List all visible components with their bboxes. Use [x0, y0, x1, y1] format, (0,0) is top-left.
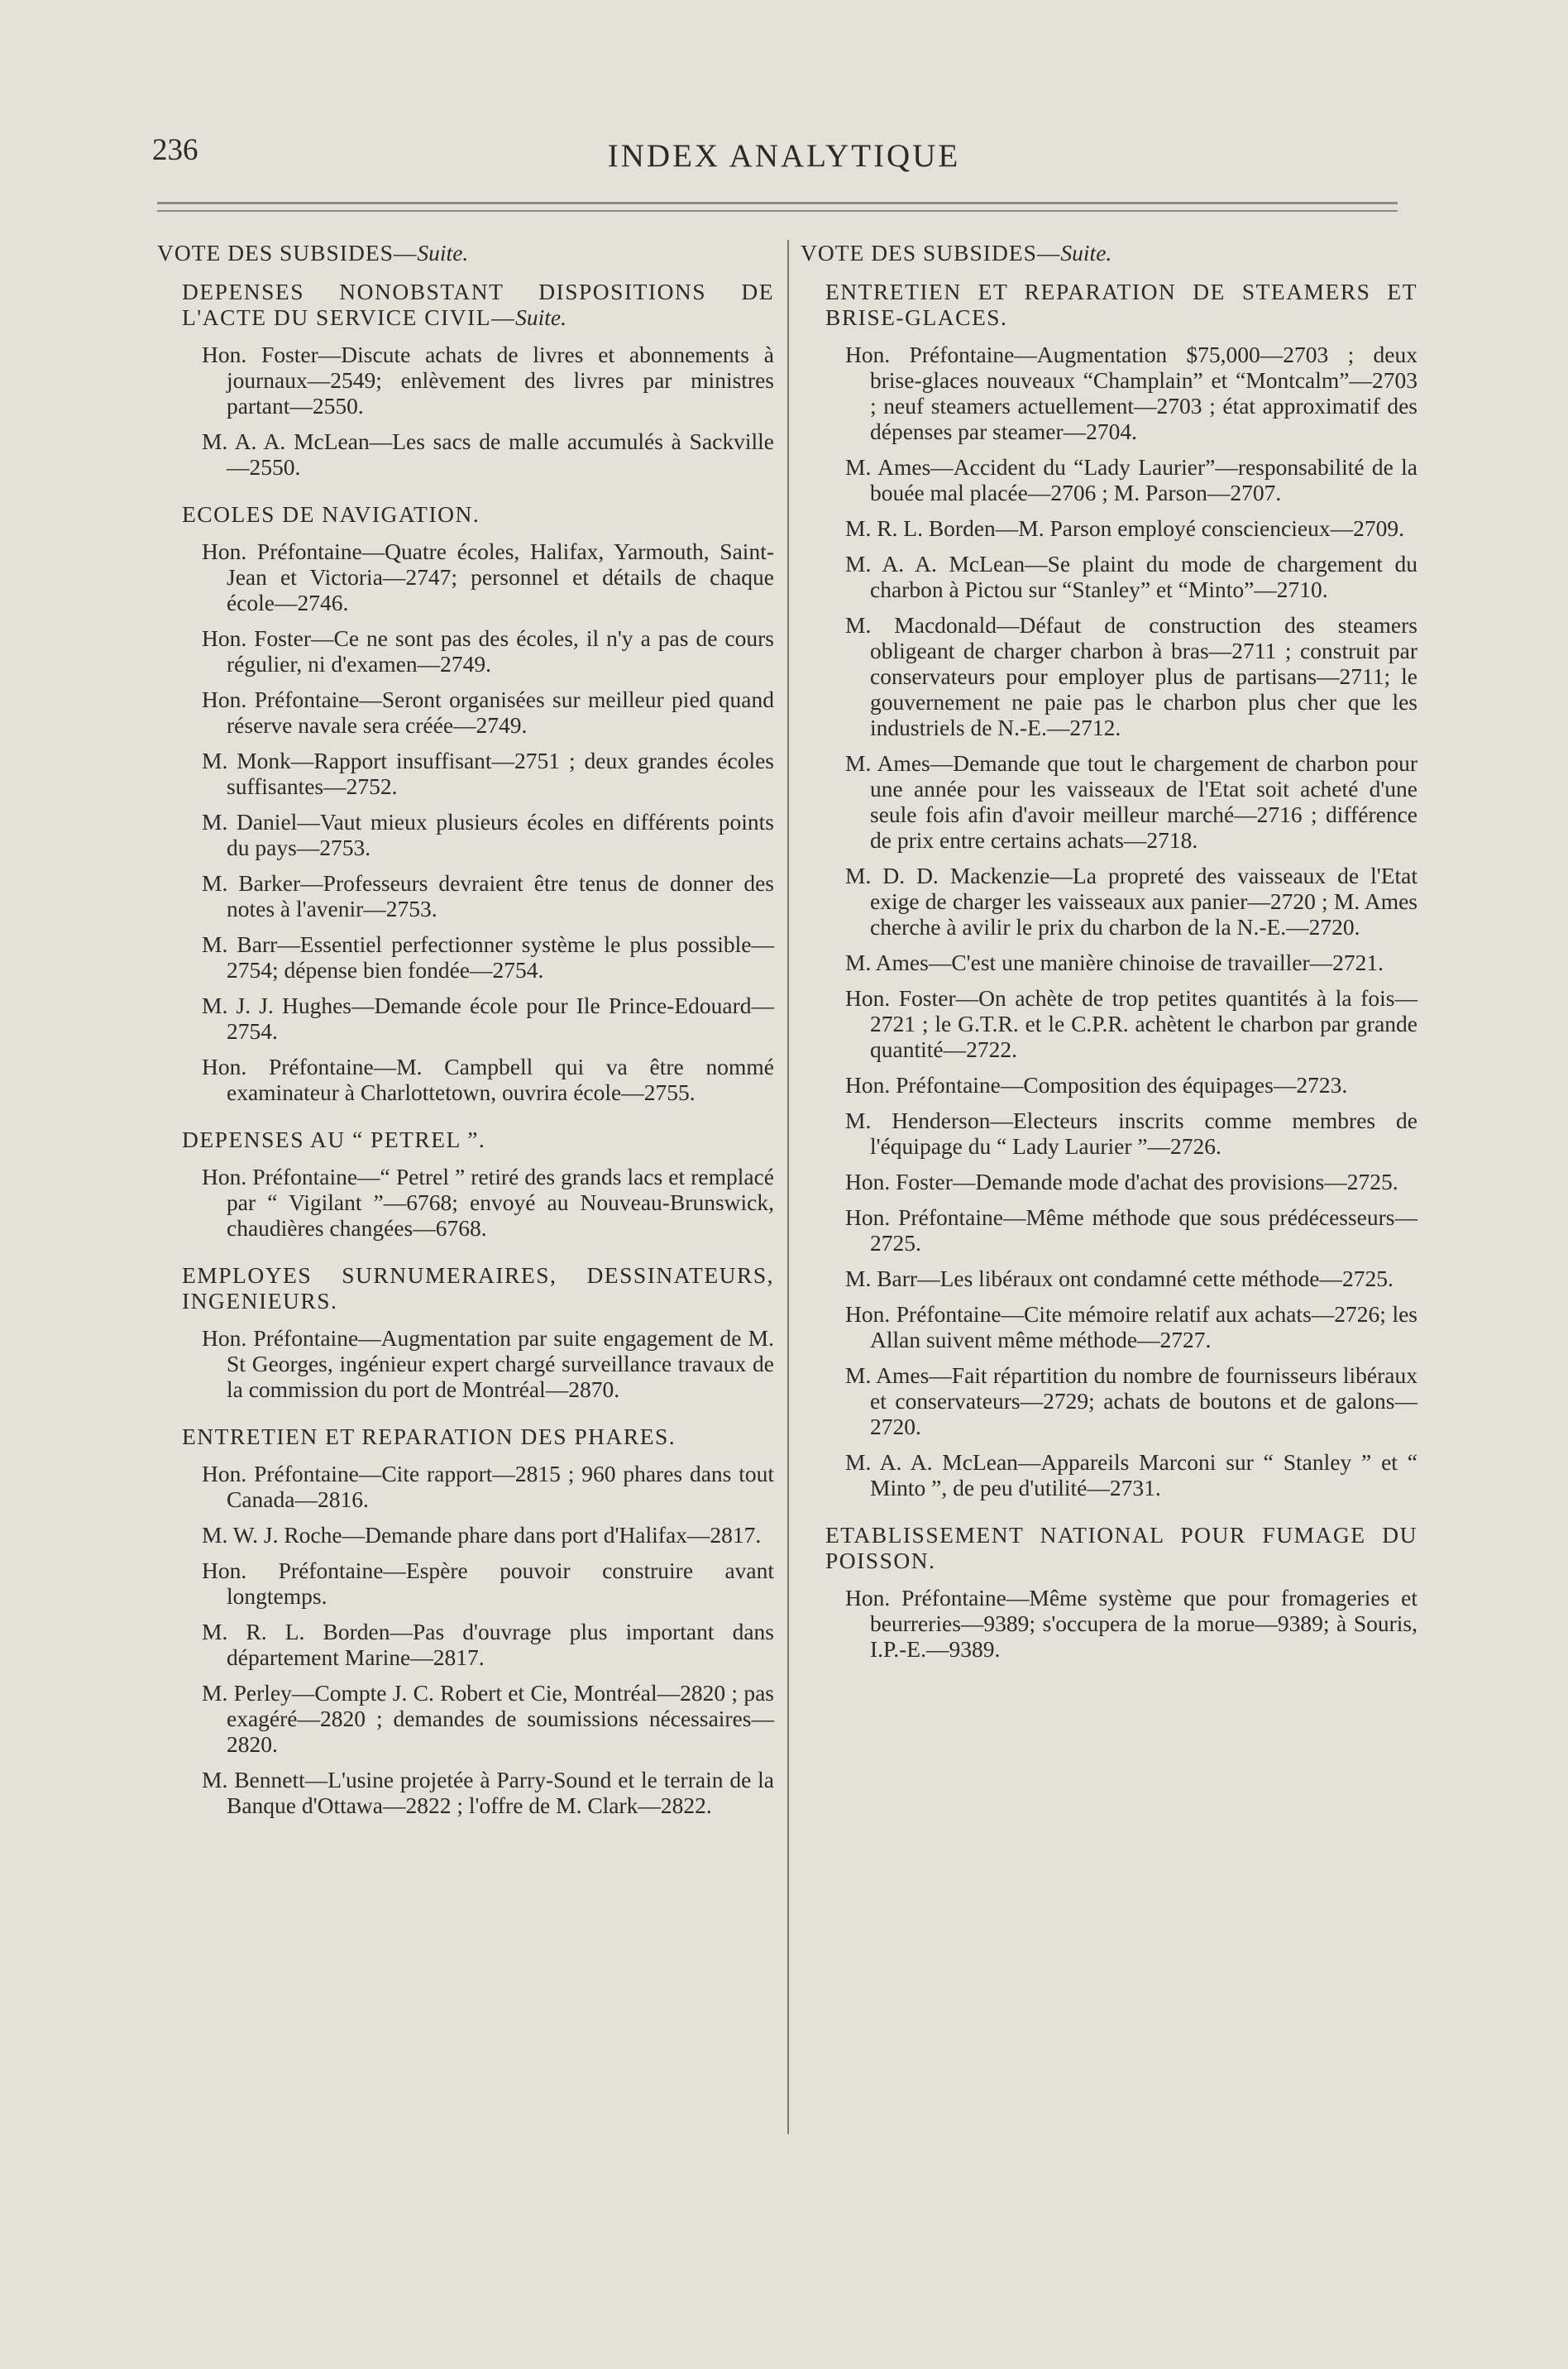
index-entry: M. Ames—Demande que tout le chargement de charbon pour une année pour les vaisseaux de l'Etat soit acheté d'une seule fois afin d'avoir meilleur marché—2716 ; différence de prix entre certains achats—2718.: [845, 750, 1417, 853]
index-entry: M. Ames—Fait répartition du nombre de fournisseurs libéraux et conservateurs—2729; achats de boutons et de galons—2720.: [845, 1362, 1417, 1439]
header-rule-thin: [157, 210, 1398, 212]
index-section: [155, 1127, 774, 1241]
index-entry: Hon. Préfontaine—“ Petrel ” retiré des grands lacs et remplacé par “ Vigilant ”—6768; envoyé au Nouveau-Brunswick, chaudières changées—6768.: [202, 1164, 774, 1241]
index-entry: Hon. Foster—Ce ne sont pas des écoles, il n'y a pas de cours régulier, ni d'examen—2749.: [202, 625, 774, 677]
index-section: [155, 1262, 774, 1402]
index-entry: M. W. J. Roche—Demande phare dans port d'Halifax—2817.: [202, 1522, 762, 1548]
section-title-text: DEPENSES AU “ PETREL ”.: [182, 1127, 486, 1152]
index-entry: Hon. Préfontaine—Cite mémoire relatif aux achats—2726; les Allan suivent même méthode—2727.: [845, 1301, 1417, 1352]
left-column: [155, 240, 774, 1840]
index-entry: M. D. D. Mackenzie—La propreté des vaisseaux de l'Etat exige de charger les vaisseaux aux panier—2720 ; M. Ames cherche à avilir le prix du charbon de la N.-E.—2720.: [845, 863, 1417, 940]
index-entry: Hon. Préfontaine—Composition des équipages—2723.: [845, 1072, 1348, 1098]
index-entry: Hon. Préfontaine—Seront organisées sur meilleur pied quand réserve navale sera créée—2749.: [202, 687, 774, 738]
index-entry: M. Ames—Accident du “Lady Laurier”—responsabilité de la bouée mal placée—2706 ; M. Parson—2707.: [845, 454, 1417, 505]
column-heading-text: VOTE DES SUBSIDES—: [801, 240, 1061, 266]
index-entry: Hon. Foster—Discute achats de livres et abonnements à journaux—2549; enlèvement des livres par ministres partant—2550.: [202, 342, 774, 419]
index-entry: Hon. Préfontaine—Augmentation par suite engagement de M. St Georges, ingénieur expert chargé surveillance travaux de la commission du port de Montréal—2870.: [202, 1325, 774, 1402]
index-entry: M. Monk—Rapport insuffisant—2751 ; deux grandes écoles suffisantes—2752.: [202, 748, 774, 799]
index-section: [155, 1424, 774, 1818]
index-entry: M. Daniel—Vaut mieux plusieurs écoles en différents points du pays—2753.: [202, 809, 774, 860]
column-heading: [157, 240, 774, 266]
index-entry: Hon. Foster—On achète de trop petites quantités à la fois—2721 ; le G.T.R. et le C.P.R. achètent le charbon par grande quantité—2722.: [845, 985, 1417, 1062]
index-entry: M. R. L. Borden—Pas d'ouvrage plus important dans département Marine—2817.: [202, 1619, 774, 1670]
index-entry: M. Bennett—L'usine projetée à Parry-Sound et le terrain de la Banque d'Ottawa—2822 ; l'offre de M. Clark—2822.: [202, 1767, 774, 1818]
index-section: [155, 501, 774, 1105]
section-title: [182, 501, 774, 527]
right-column: [799, 240, 1417, 1683]
section-title-text: ECOLES DE NAVIGATION.: [182, 501, 480, 527]
index-entry: M. A. A. McLean—Les sacs de malle accumulés à Sackville—2550.: [202, 428, 774, 480]
section-title: [182, 279, 774, 330]
index-entry: M. Perley—Compte J. C. Robert et Cie, Montréal—2820 ; pas exagéré—2820 ; demandes de soumissions nécessaires—2820.: [202, 1680, 774, 1757]
index-entry: Hon. Préfontaine—Cite rapport—2815 ; 960 phares dans tout Canada—2816.: [202, 1461, 774, 1512]
column-heading-cont: Suite.: [417, 240, 469, 266]
index-entry: M. A. A. McLean—Appareils Marconi sur “ Stanley ” et “ Minto ”, de peu d'utilité—2731.: [845, 1449, 1417, 1500]
section-title: [825, 279, 1417, 330]
index-entry: M. Barr—Les libéraux ont condamné cette méthode—2725.: [845, 1266, 1394, 1291]
section-title-text: ENTRETIEN ET REPARATION DES PHARES.: [182, 1424, 676, 1449]
section-title-text: ETABLISSEMENT NATIONAL POUR FUMAGE DU POISSON.: [825, 1522, 1417, 1573]
index-entry: Hon. Préfontaine—Espère pouvoir construire avant longtemps.: [202, 1558, 774, 1609]
section-title-text: ENTRETIEN ET REPARATION DE STEAMERS ET BRISE-GLACES.: [825, 279, 1417, 330]
index-section: [799, 1522, 1417, 1662]
index-entry: Hon. Préfontaine—Même système que pour fromageries et beurreries—9389; s'occupera de la morue—9389; à Souris, I.P.-E.—9389.: [845, 1585, 1417, 1662]
index-entry: Hon. Préfontaine—Quatre écoles, Halifax, Yarmouth, Saint-Jean et Victoria—2747; personnel et détails de chaque école—2746.: [202, 538, 774, 615]
index-entry: Hon. Préfontaine—Même méthode que sous prédécesseurs—2725.: [845, 1204, 1417, 1256]
index-entry: M. Barker—Professeurs devraient être tenus de donner des notes à l'avenir—2753.: [202, 870, 774, 921]
index-entry: Hon. Préfontaine—Augmentation $75,000—2703 ; deux brise-glaces nouveaux “Champlain” et “Montcalm”—2703 ; neuf steamers actuellement—2703 ; état approximatif des dépenses par steamer—2704.: [845, 342, 1417, 444]
section-title-cont: Suite.: [515, 304, 566, 330]
column-divider: [787, 240, 789, 2134]
index-entry: M. A. A. McLean—Se plaint du mode de chargement du charbon à Pictou sur “Stanley” et “Minto”—2710.: [845, 551, 1417, 602]
section-title-text: EMPLOYES SURNUMERAIRES, DESSINATEURS, INGENIEURS.: [182, 1262, 774, 1314]
index-entry: M. Ames—C'est une manière chinoise de travailler—2721.: [845, 950, 1384, 975]
section-title: [182, 1262, 774, 1314]
index-entry: Hon. Préfontaine—M. Campbell qui va être nommé examinateur à Charlottetown, ouvrira école—2755.: [202, 1054, 774, 1105]
index-entry: M. Henderson—Electeurs inscrits comme membres de l'équipage du “ Lady Laurier ”—2726.: [845, 1108, 1417, 1159]
section-title: [182, 1127, 774, 1152]
index-entry: M. J. J. Hughes—Demande école pour Ile Prince-Edouard—2754.: [202, 993, 774, 1044]
header-rule: [157, 202, 1398, 204]
index-entry: Hon. Foster—Demande mode d'achat des provisions—2725.: [845, 1169, 1398, 1194]
index-entry: M. R. L. Borden—M. Parson employé consciencieux—2709.: [845, 515, 1404, 541]
index-entry: M. Macdonald—Défaut de construction des steamers obligeant de charger charbon à bras—2711 ; construit par conservateurs pour employer plus de partisans—2711; le gouvernement ne paie pas le charbon plus cher que les industriels de N.-E.—2712.: [845, 612, 1417, 740]
page-number: 236: [152, 133, 198, 167]
index-section: [155, 279, 774, 480]
column-heading-cont: Suite.: [1060, 240, 1112, 266]
section-title: [182, 1424, 774, 1449]
column-heading: [801, 240, 1417, 266]
section-title-text: DEPENSES NONOBSTANT DISPOSITIONS DE L'ACTE DU SERVICE CIVIL—: [182, 279, 774, 330]
index-entry: M. Barr—Essentiel perfectionner système le plus possible—2754; dépense bien fondée—2754.: [202, 931, 774, 983]
index-section: [799, 279, 1417, 1500]
column-heading-text: VOTE DES SUBSIDES—: [157, 240, 418, 266]
section-title: [825, 1522, 1417, 1573]
running-title: INDEX ANALYTIQUE: [607, 138, 961, 174]
